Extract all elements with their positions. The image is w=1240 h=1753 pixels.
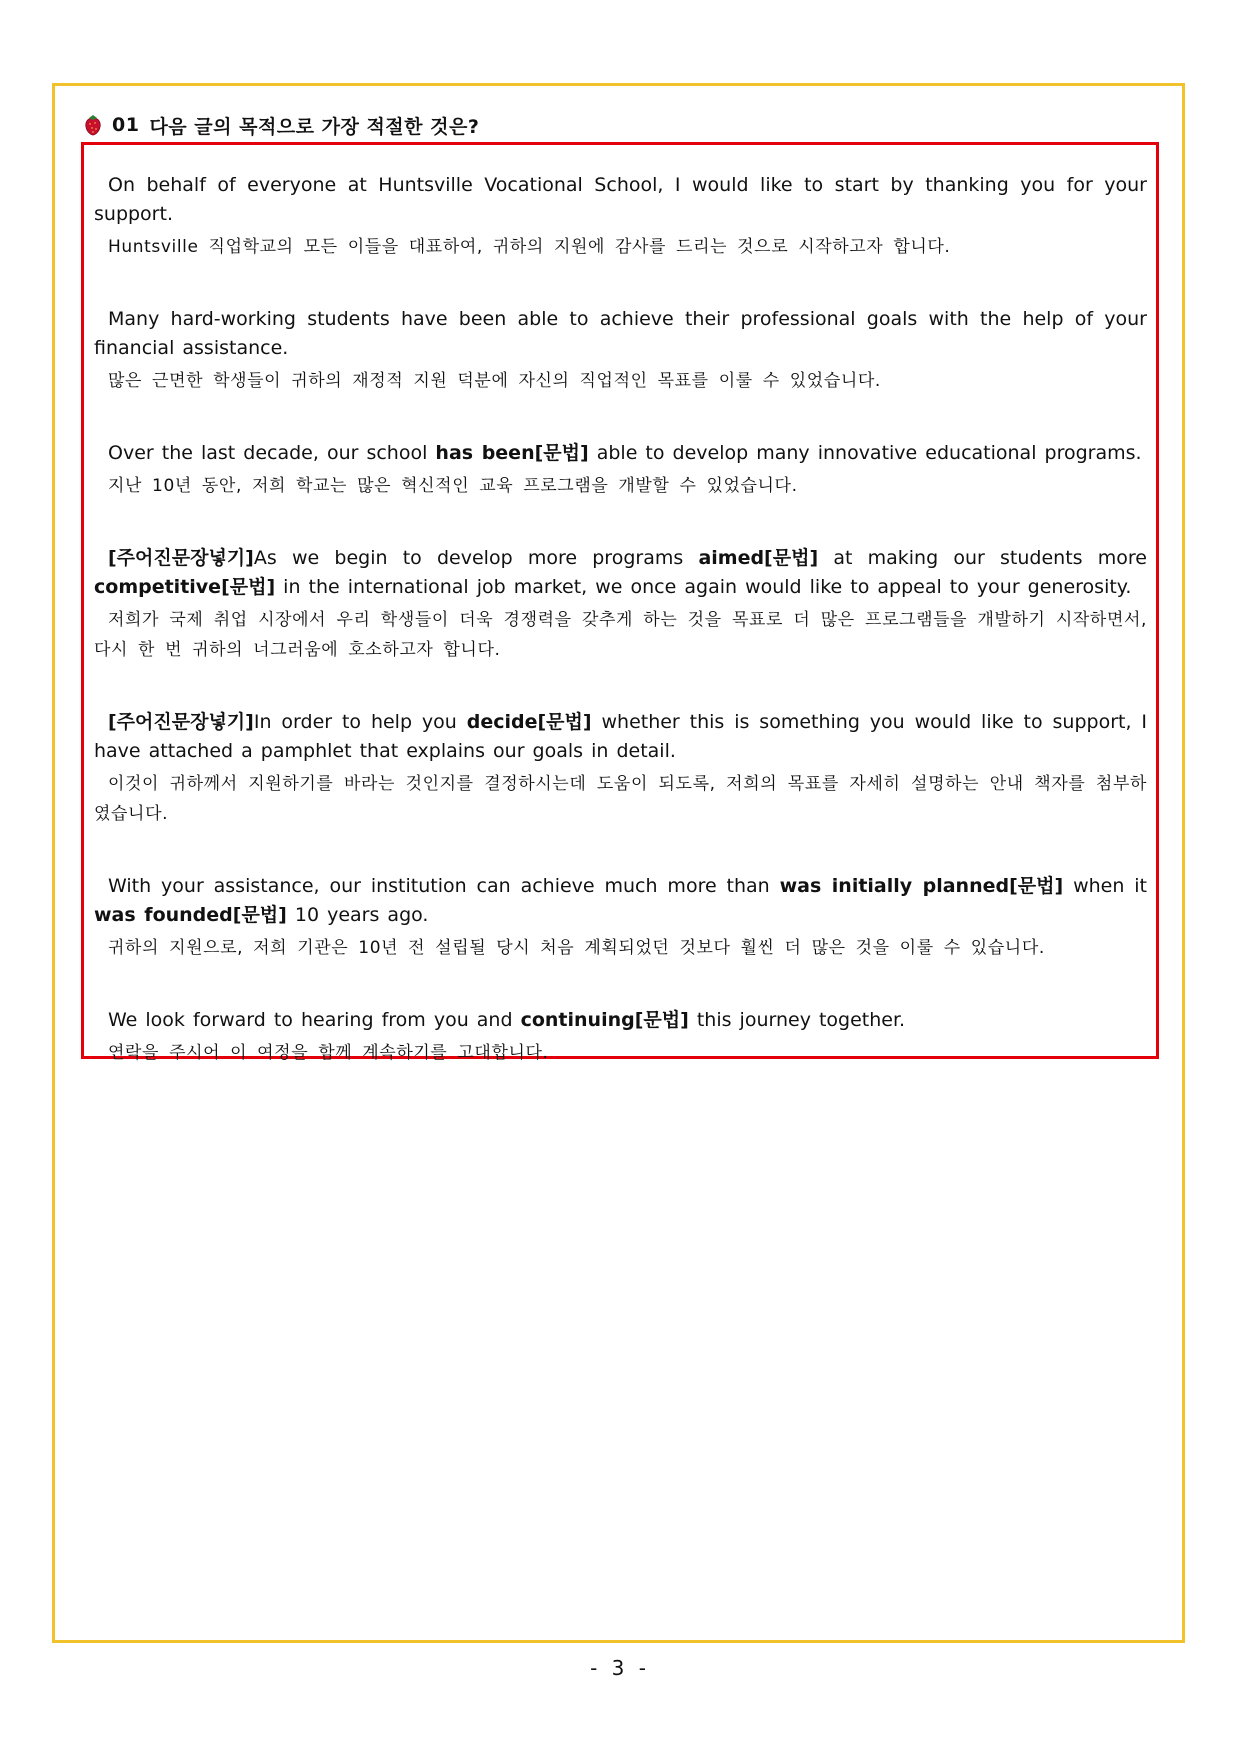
grammar-highlight: has been[문법] — [435, 442, 589, 464]
sentence-text: whether this is something you would like to support, I have attached a pamphlet that explains our goals in detail. — [94, 711, 1148, 762]
sentence-text: Many hard-working students have been able to achieve their professional goals with the help of your financial assistance. — [94, 308, 1147, 359]
passage-paragraph — [94, 305, 1147, 396]
page-number: - 3 - — [590, 1656, 650, 1680]
sentence-text: We look forward to hearing from you and — [108, 1009, 521, 1031]
passage-paragraph — [94, 544, 1147, 665]
grammar-highlight: competitive[문법] — [94, 576, 276, 598]
grammar-highlight: aimed[문법] — [698, 547, 819, 569]
grammar-highlight: [주어진문장넣기] — [108, 547, 254, 569]
sentence-text: in the international job market, we once again would like to appeal to your generosity. — [275, 576, 1132, 598]
sentence-text: In order to help you — [253, 711, 467, 733]
korean-translation: 저희가 국제 취업 시장에서 우리 학생들이 더욱 경쟁력을 갖추게 하는 것을 목표로 더 많은 프로그램들을 개발하기 시작하면서, 다시 한 번 귀하의 너그러움에 호소하고자 합니다. — [94, 610, 1147, 660]
grammar-highlight: [주어진문장넣기] — [108, 711, 254, 733]
passage-paragraph — [94, 708, 1147, 829]
grammar-highlight: continuing[문법] — [520, 1009, 689, 1031]
question-number: 01 — [112, 114, 140, 136]
korean-translation: Huntsville 직업학교의 모든 이들을 대표하여, 귀하의 지원에 감사를 드리는 것으로 시작하고자 합니다. — [108, 237, 951, 257]
sentence-text: when it — [1063, 875, 1147, 897]
english-sentence — [94, 872, 1147, 930]
passage-box — [81, 142, 1159, 1063]
korean-translation: 연락을 주시어 이 여정을 함께 계속하기를 고대합니다. — [108, 1043, 549, 1063]
passage-paragraph — [94, 1006, 1147, 1068]
strawberry-icon — [84, 114, 102, 136]
english-sentence — [94, 305, 1147, 363]
sentence-text: this journey together. — [688, 1009, 906, 1031]
english-sentence — [94, 708, 1147, 766]
sentence-text: On behalf of everyone at Huntsville Vocational School, I would like to start by thanking you for your support. — [94, 174, 1147, 225]
english-sentence — [94, 544, 1147, 602]
sentence-text: Over the last decade, our school — [108, 442, 436, 464]
korean-translation: 이것이 귀하께서 지원하기를 바라는 것인지를 결정하시는데 도움이 되도록, 저희의 목표를 자세히 설명하는 안내 책자를 첨부하였습니다. — [94, 774, 1147, 824]
sentence-text: With your assistance, our institution can achieve much more than — [108, 875, 780, 897]
english-sentence — [94, 171, 1147, 229]
grammar-highlight: was founded[문법] — [94, 904, 287, 926]
english-sentence — [94, 1006, 1147, 1035]
sentence-text: at making our students more — [818, 547, 1147, 569]
question-header — [84, 112, 479, 138]
korean-translation: 지난 10년 동안, 저희 학교는 많은 혁신적인 교육 프로그램을 개발할 수 있었습니다. — [108, 476, 798, 496]
passage-paragraph — [94, 872, 1147, 963]
passage-paragraph — [94, 171, 1147, 262]
grammar-highlight: was initially planned[문법] — [779, 875, 1064, 897]
question-text: 다음 글의 목적으로 가장 적절한 것은? — [149, 115, 480, 138]
passage-paragraph — [94, 439, 1147, 501]
korean-translation: 많은 근면한 학생들이 귀하의 재정적 지원 덕분에 자신의 직업적인 목표를 이룰 수 있었습니다. — [108, 371, 881, 391]
sentence-text: As we begin to develop more programs — [253, 547, 699, 569]
sentence-text: 10 years ago. — [286, 904, 429, 926]
korean-translation: 귀하의 지원으로, 저희 기관은 10년 전 설립될 당시 처음 계획되었던 것보다 훨씬 더 많은 것을 이룰 수 있습니다. — [108, 938, 1045, 958]
grammar-highlight: decide[문법] — [466, 711, 592, 733]
sentence-text: able to develop many innovative educational programs. — [588, 442, 1142, 464]
english-sentence — [94, 439, 1147, 468]
